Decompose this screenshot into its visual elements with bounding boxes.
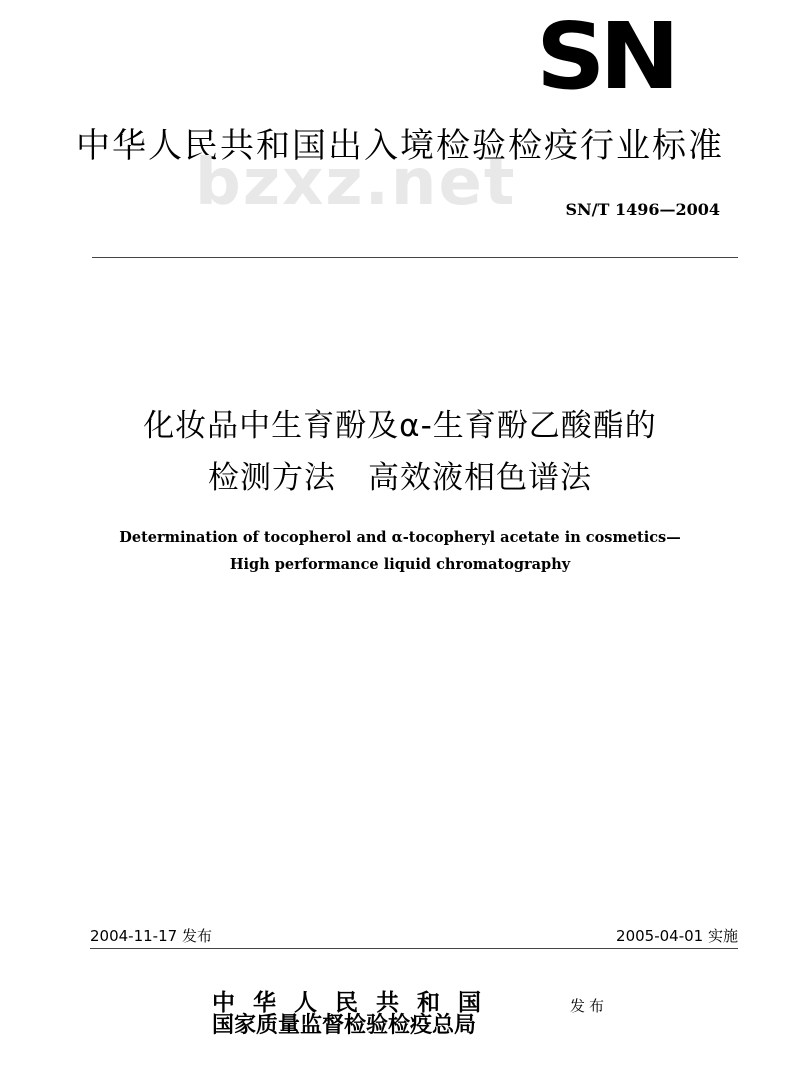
standard-code: SN/T 1496—2004 [565, 200, 720, 219]
title-en-line2: High performance liquid chromatography [229, 556, 571, 573]
title-en-line1: Determination of tocopherol and α-tocopheryl acetate in cosmetics— [119, 529, 681, 546]
top-divider [92, 257, 738, 258]
title-cn-line2: 检测方法 高效液相色谱法 [208, 460, 592, 496]
publisher-line1: 中华人民共和国 [212, 989, 499, 1016]
sn-logo: SN [536, 3, 674, 110]
publisher-suffix: 发布 [570, 997, 609, 1015]
watermark: bzxz.net [195, 146, 517, 220]
title-cn-line1: 化妆品中生育酚及α-生育酚乙酸酯的 [143, 408, 657, 444]
bottom-divider [90, 948, 738, 949]
publisher-line2: 国家质量监督检验检疫总局 [212, 1012, 477, 1038]
implement-date: 2005-04-01 实施 [616, 927, 738, 945]
industry-standard-heading: 中华人民共和国出入境检验检疫行业标准 [76, 126, 724, 166]
issue-date: 2004-11-17 发布 [90, 927, 212, 945]
